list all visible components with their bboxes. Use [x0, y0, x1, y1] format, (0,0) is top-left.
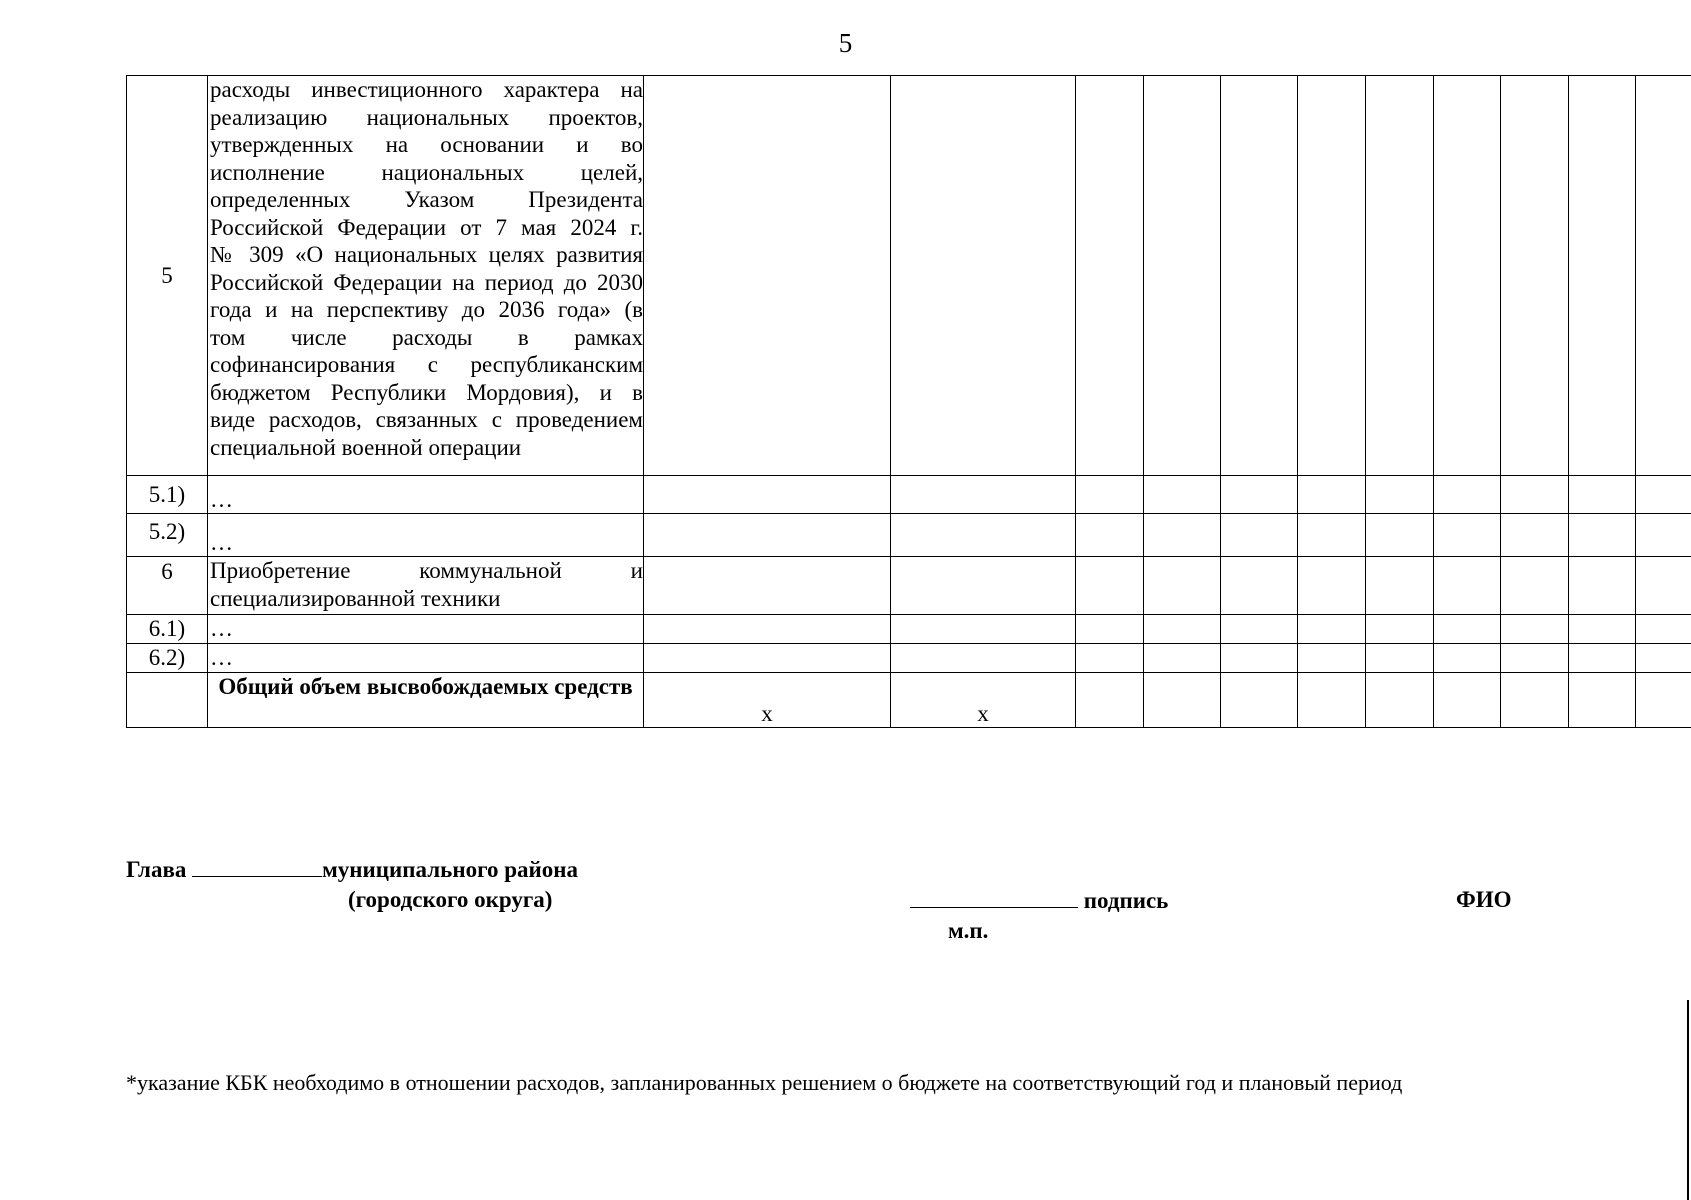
row-name: … [208, 615, 644, 644]
row-number: 6.2) [127, 644, 208, 673]
cell [1434, 644, 1501, 673]
cell [1569, 76, 1636, 476]
cell [1636, 672, 1691, 727]
cell [1144, 644, 1221, 673]
cell [644, 76, 891, 476]
cell [1434, 672, 1501, 727]
row-name-line: специализированной техники [210, 585, 501, 611]
cell [1221, 672, 1298, 727]
cell [1144, 514, 1221, 557]
cell [1366, 615, 1434, 644]
cell [1434, 514, 1501, 557]
cell [1221, 476, 1298, 514]
row-name-line: софинансирования с республиканским [210, 352, 643, 377]
cell [1636, 644, 1691, 673]
cell [1144, 476, 1221, 514]
total-x-mark: х [644, 672, 891, 727]
row-name-line: том числе расходы в рамках [210, 324, 643, 350]
cell [1221, 615, 1298, 644]
table-row [127, 76, 1691, 476]
cell [1221, 644, 1298, 673]
cell [891, 476, 1076, 514]
scan-edge-mark [1687, 1000, 1689, 1200]
cell [1366, 644, 1434, 673]
row-name-line: виде расходов, связанных с проведением [210, 407, 643, 432]
district-note: (городского округа) [348, 887, 553, 912]
row-name-line: исполнение национальных целей, [210, 159, 643, 185]
cell [1569, 672, 1636, 727]
cell [1298, 76, 1366, 476]
cell [1366, 557, 1434, 615]
row-number: 6 [127, 557, 208, 615]
cell [891, 557, 1076, 615]
cell [1076, 514, 1144, 557]
cell [1298, 615, 1366, 644]
cell [1298, 557, 1366, 615]
cell [1636, 76, 1691, 476]
cell [1569, 514, 1636, 557]
cell [644, 557, 891, 615]
cell [1144, 557, 1221, 615]
total-label: Общий объем высвобождаемых средств [208, 672, 644, 727]
cell [1569, 557, 1636, 615]
cell [1076, 476, 1144, 514]
cell [1501, 615, 1569, 644]
cell [1144, 615, 1221, 644]
signature-field [910, 887, 1168, 914]
row-name-line: Российской Федерации от 7 мая 2024 г. [210, 214, 643, 240]
name-label: ФИО [1456, 887, 1512, 912]
row-name-line: № 309 «О национальных целях развития [210, 242, 643, 267]
cell [1221, 76, 1298, 476]
cell [1076, 557, 1144, 615]
table-row [127, 514, 1691, 557]
cell [1501, 557, 1569, 615]
cell [1636, 615, 1691, 644]
cell [1434, 476, 1501, 514]
cell [1221, 557, 1298, 615]
cell [1076, 615, 1144, 644]
row-name-line: реализацию национальных проектов, [210, 104, 643, 130]
head-signature-line [126, 856, 578, 883]
cell [1569, 615, 1636, 644]
row-name: … [208, 514, 644, 557]
cell [891, 644, 1076, 673]
signature-blank [910, 887, 1078, 908]
row-number: 5 [127, 76, 208, 476]
cell [1434, 76, 1501, 476]
cell [1636, 476, 1691, 514]
cell [1501, 476, 1569, 514]
row-name-line: определенных Указом Президента [210, 187, 643, 212]
cell [1298, 672, 1366, 727]
cell [1501, 76, 1569, 476]
cell [891, 76, 1076, 476]
row-name-line: Приобретение коммунальной и [210, 558, 643, 583]
table-row [127, 557, 1691, 615]
cell [1076, 76, 1144, 476]
row-name-line: специальной военной операции [210, 434, 522, 460]
page-number: 5 [838, 28, 853, 58]
total-row [127, 672, 1691, 727]
head-suffix: муниципального района [322, 857, 578, 882]
cell [891, 615, 1076, 644]
cell [1434, 615, 1501, 644]
cell [1366, 76, 1434, 476]
cell [1636, 514, 1691, 557]
cell [1501, 672, 1569, 727]
cell [127, 672, 208, 727]
cell [1569, 644, 1636, 673]
cell [891, 514, 1076, 557]
cell [1144, 672, 1221, 727]
head-prefix: Глава [126, 857, 187, 882]
row-number: 6.1) [127, 615, 208, 644]
row-name-line: расходы инвестиционного характера на [210, 77, 643, 102]
cell [1076, 644, 1144, 673]
row-number: 5.2) [127, 514, 208, 557]
row-name-line: бюджетом Республики Мордовия), и в [210, 379, 643, 405]
row-name-line: утвержденных на основании и во [210, 132, 643, 157]
cell [644, 615, 891, 644]
cell [1501, 514, 1569, 557]
cell [1569, 476, 1636, 514]
signature-label: подпись [1083, 888, 1169, 913]
cell [1366, 514, 1434, 557]
cell [1501, 644, 1569, 673]
cell [1434, 557, 1501, 615]
cell [1366, 476, 1434, 514]
row-name: … [208, 644, 644, 673]
cell [1076, 672, 1144, 727]
footnote: *указание КБК необходимо в отношении расходов, запланированных решением о бюджете на соответствующий год и плановый период [126, 1070, 1403, 1095]
row-name [208, 76, 644, 476]
district-name-blank [192, 856, 322, 877]
row-name-line: Российской Федерации на период до 2030 [210, 269, 643, 295]
table-row [127, 644, 1691, 673]
row-name: … [208, 476, 644, 514]
table-row [127, 615, 1691, 644]
cell [644, 644, 891, 673]
cell [1298, 644, 1366, 673]
cell [1221, 514, 1298, 557]
cell [1636, 557, 1691, 615]
table-row [127, 476, 1691, 514]
cell [1144, 76, 1221, 476]
cell [1366, 672, 1434, 727]
stamp-label: м.п. [948, 918, 989, 943]
row-name [208, 557, 644, 615]
row-name-line: года и на перспективу до 2036 года» (в [210, 297, 643, 322]
row-number: 5.1) [127, 476, 208, 514]
cell [644, 514, 891, 557]
cell [1298, 514, 1366, 557]
cell [644, 476, 891, 514]
cell [1298, 476, 1366, 514]
funds-table [126, 75, 1691, 728]
total-x-mark: х [891, 672, 1076, 727]
